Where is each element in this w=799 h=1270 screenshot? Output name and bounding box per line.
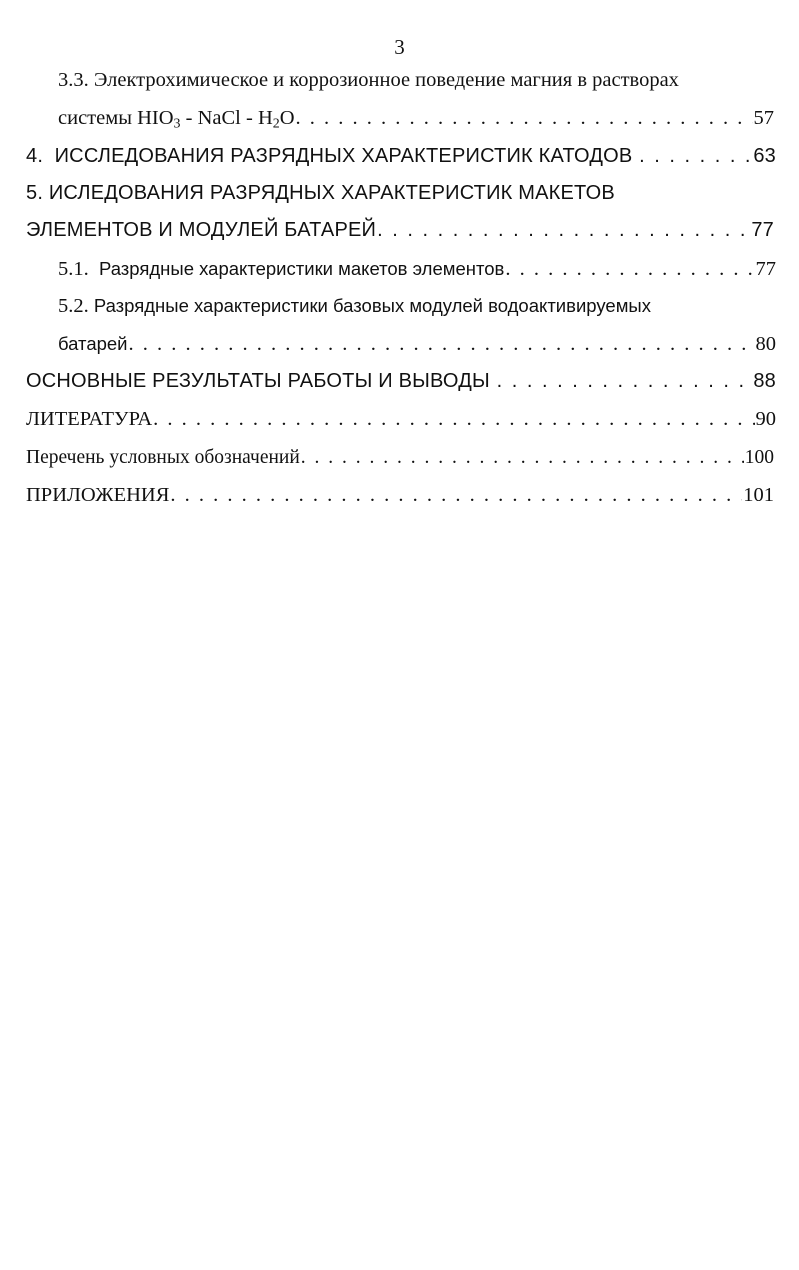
toc-entry-page: 101	[743, 484, 774, 506]
leader-dots	[505, 254, 754, 284]
toc-entry-3-3-line2	[58, 103, 774, 133]
toc-entry-title: Перечень условных обозначений	[26, 447, 300, 468]
leader-dots	[153, 404, 754, 434]
toc-entry-page: 77	[755, 258, 776, 280]
toc-entry-5-line2	[26, 215, 774, 245]
toc-entry-page: 57	[753, 107, 774, 129]
toc-entry-literature	[26, 404, 776, 434]
toc-entry-page: 80	[755, 333, 776, 355]
leader-dots	[301, 443, 744, 473]
toc-entry-5-2-line2	[58, 329, 776, 359]
toc-entry-title: Электрохимическое и коррозионное поведение магния в растворах	[93, 69, 679, 91]
toc-entry-title-continuation: батарей	[58, 333, 128, 354]
toc-entry-5-line1	[26, 178, 766, 208]
toc-entry-title: 5.1. Разрядные характеристики макетов элементов	[58, 258, 505, 280]
toc-entry-title: ПРИЛОЖЕНИЯ	[26, 484, 170, 506]
toc-entry-5-2-line1	[58, 291, 758, 321]
page-number: 3	[394, 35, 405, 59]
toc-entry-title: Разрядные характеристики базовых модулей водоактивируемых	[93, 295, 651, 316]
leader-dots	[296, 103, 753, 133]
toc-entry-title: 4. ИССЛЕДОВАНИЯ РАЗРЯДНЫХ ХАРАКТЕРИСТИК КАТОДОВ	[26, 145, 633, 167]
toc-entry-number: 5.	[26, 182, 44, 204]
leader-dots	[497, 366, 753, 396]
toc-entry-3-3-line1	[58, 65, 738, 95]
toc-entry-title-continuation: системы $HIO_3$ - NaCl - $H_2O$	[58, 107, 295, 132]
leader-dots	[377, 215, 750, 245]
toc-entry-page: 63	[753, 145, 776, 167]
toc-entry-appendices	[26, 480, 774, 510]
toc-entry-page: 88	[753, 370, 776, 392]
toc-entry-number: 3.3.	[58, 69, 89, 91]
toc-entry-results	[26, 366, 776, 396]
toc-entry-page: 90	[755, 408, 776, 430]
leader-dots	[170, 480, 742, 510]
toc-entry-page: 100	[744, 447, 774, 468]
toc-entry-title: ОСНОВНЫЕ РЕЗУЛЬТАТЫ РАБОТЫ И ВЫВОДЫ	[26, 370, 490, 392]
leader-dots	[639, 141, 752, 171]
toc-entry-page: 77	[751, 219, 774, 241]
toc-entry-4	[26, 141, 776, 171]
toc-entry-title-continuation: ЭЛЕМЕНТОВ И МОДУЛЕЙ БАТАРЕЙ	[26, 219, 377, 241]
leader-dots	[129, 329, 755, 359]
toc-entry-5-1	[58, 254, 776, 284]
toc-entry-abbreviations	[26, 443, 774, 473]
toc-entry-title: ЛИТЕРАТУРА	[26, 408, 153, 430]
toc-entry-title: ИСЛЕДОВАНИЯ РАЗРЯДНЫХ ХАРАКТЕРИСТИК МАКЕТОВ	[48, 182, 615, 204]
toc-entry-number: 5.2.	[58, 295, 89, 317]
